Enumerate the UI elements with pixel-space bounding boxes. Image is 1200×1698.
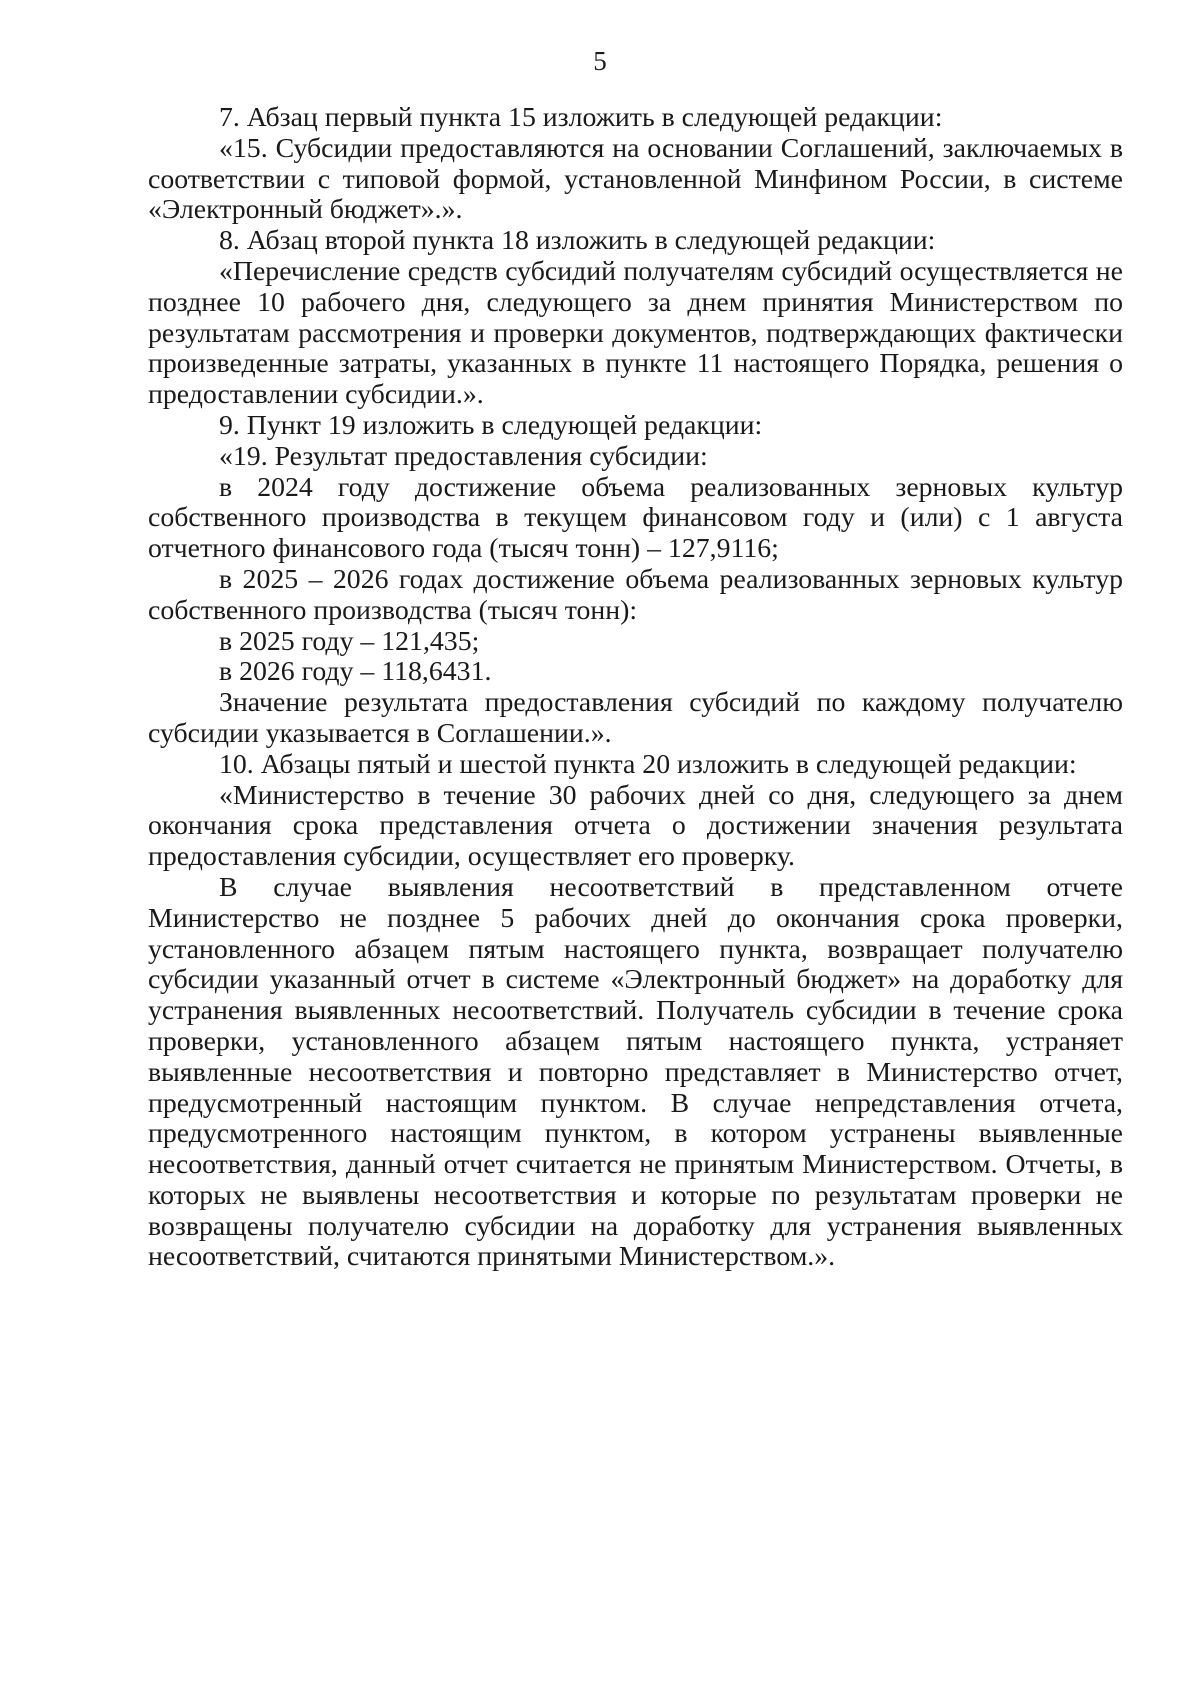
paragraph-8-heading: 8. Абзац второй пункта 18 изложить в следующей редакции: (219, 225, 936, 257)
paragraph-19-title: «19. Результат предоставления субсидии: (219, 440, 708, 472)
paragraph-result-value-note: Значение результата предоставления субсидий по каждому получателю субсидии указывается в Соглашении.». (148, 687, 1123, 749)
paragraph-2025-value: в 2025 году – 121,435; (219, 625, 480, 657)
paragraph-2024-result: в 2024 году достижение объема реализованных зерновых культур собственного производства в текущем финансовом году и (или) с 1 августа отчетного финансового года (тысяч тонн) – 127,9116; (148, 471, 1123, 565)
paragraph-9-heading: 9. Пункт 19 изложить в следующей редакции: (219, 409, 763, 441)
paragraph-20-sixth: В случае выявления несоответствий в представленном отчете Министерство не позднее 5 рабочих дней до окончания срока проверки, установленного абзацем пятым настоящего пункта, возвращает получателю субсидии указанный отчет в системе «Электронный бюджет» на доработку для устранения выявленных несоответствий. Получатель субсидии в течение срока проверки, установленного абзацем пятым настоящего пункта, устраняет выявленные несоответствия и повторно представляет в Министерство отчет, предусмотренный настоящим пунктом. В случае непредставления отчета, предусмотренного настоящим пунктом, в котором устранены выявленные несоответствия, данный отчет считается не принятым Министерством. Отчеты, в которых не выявлены несоответствия и которые по результатам проверки не возвращены получателю субсидии на доработку для устранения выявленных несоответствий, считаются принятыми Министерством.». (148, 871, 1123, 1273)
document-body (148, 103, 1123, 1273)
paragraph-18-text: «Перечисление средств субсидий получателям субсидий осуществляется не позднее 10 рабочего дня, следующего за днем принятия Министерством по результатам рассмотрения и проверки документов, подтверждающих фактически произведенные затраты, указанных в пункте 11 настоящего Порядка, решения о предоставлении субсидии.». (148, 255, 1123, 411)
paragraph-7-heading: 7. Абзац первый пункта 15 изложить в следующей редакции: (219, 102, 943, 133)
paragraph-10-heading: 10. Абзацы пятый и шестой пункта 20 изложить в следующей редакции: (219, 748, 1077, 780)
page-number: 5 (593, 46, 607, 76)
paragraph-2026-value: в 2026 году – 118,6431. (219, 656, 492, 688)
paragraph-20-fifth: «Министерство в течение 30 рабочих дней со дня, следующего за днем окончания срока представления отчета о достижении значения результата предоставления субсидии, осуществляет его проверку. (148, 779, 1123, 873)
paragraph-15-text: «15. Субсидии предоставляются на основании Соглашений, заключаемых в соответствии с типовой формой, установленной Минфином России, в системе «Электронный бюджет».». (148, 132, 1123, 226)
paragraph-2025-2026-result: в 2025 – 2026 годах достижение объема реализованных зерновых культур собственного производства (тысяч тонн): (148, 563, 1123, 626)
